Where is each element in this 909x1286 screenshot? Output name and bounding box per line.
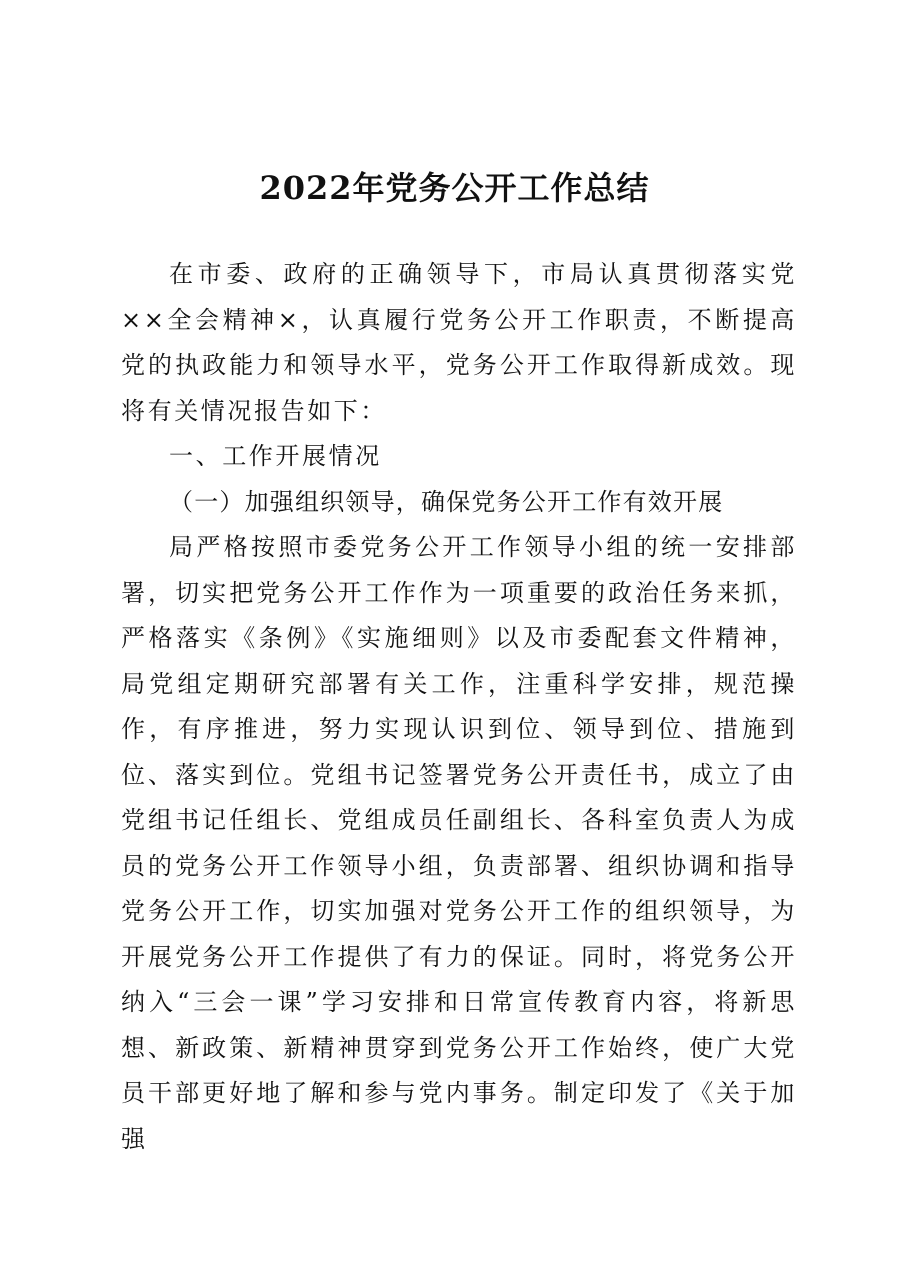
document-title: 2022年党务公开工作总结 (259, 169, 650, 207)
document-body (121, 252, 797, 1162)
subsection-body-paragraph: 局严格按照市委党务公开工作领导小组的统一安排部署，切实把党务公开工作作为一项重要的政治任务来抓，严格落实《条例》《实施细则》以及市委配套文件精神，局党组定期研究部署有关工作，注重科学安排，规范操作，有序推进，努力实现认识到位、领导到位、措施到位、落实到位。党组书记签署党务公开责任书，成立了由党组书记任组长、党组成员任副组长、各科室负责人为成员的党务公开工作领导小组，负责部署、组织协调和指导党务公开工作，切实加强对党务公开工作的组织领导，为开展党务公开工作提供了有力的保证。同时，将党务公开纳入“三会一课”学习安排和日常宣传教育内容，将新思想、新政策、新精神贯穿到党务公开工作始终，使广大党员干部更好地了解和参与党内事务。制定印发了《关于加强 (121, 533, 797, 1153)
intro-paragraph: 在市委、政府的正确领导下，市局认真贯彻落实党××全会精神×，认真履行党务公开工作职责，不断提高党的执政能力和领导水平，党务公开工作取得新成效。现将有关情况报告如下： (121, 260, 797, 425)
section-heading: 一、工作开展情况 (169, 442, 382, 470)
subsection-heading: （一）加强组织领导，确保党务公开工作有效开展 (169, 487, 724, 516)
